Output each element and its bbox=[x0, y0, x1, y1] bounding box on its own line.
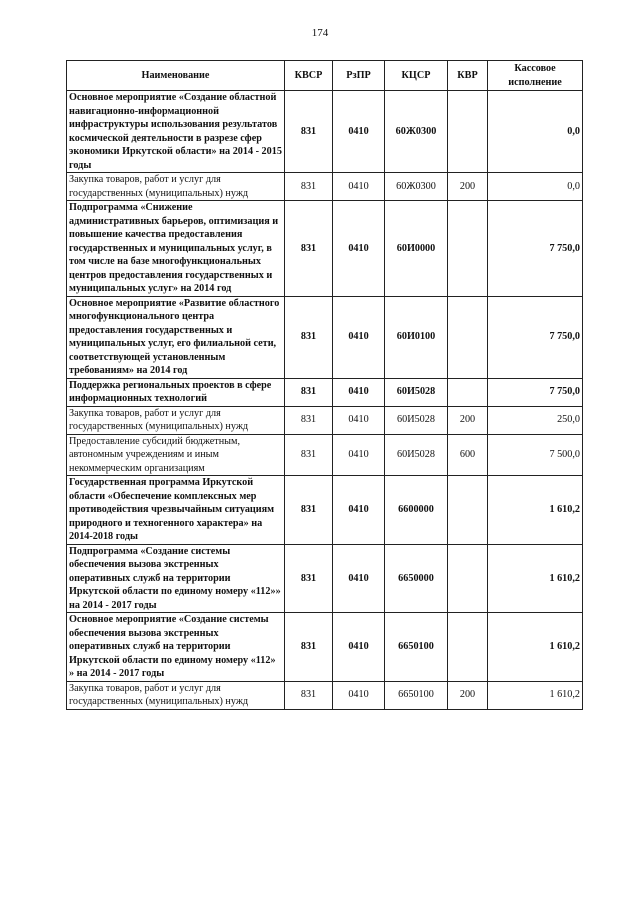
cell-name: Государственная программа Иркутской области «Обеспечение комплексных мер противодействия чрезвычайным ситуациям природного и техногенного характера» на 2014-2018 годы bbox=[67, 476, 285, 545]
cell-name: Основное мероприятие «Создание системы обеспечения вызова экстренных оперативных служб на территории Иркутской области по единому номеру «112» » на 2014 - 2017 годы bbox=[67, 613, 285, 682]
cell-sum: 1 610,2 bbox=[488, 544, 583, 613]
cell-rzpr: 0410 bbox=[333, 91, 385, 173]
cell-rzpr: 0410 bbox=[333, 296, 385, 378]
cell-rzpr: 0410 bbox=[333, 378, 385, 406]
cell-kvr bbox=[448, 201, 488, 297]
cell-rzpr: 0410 bbox=[333, 406, 385, 434]
table-row bbox=[67, 544, 583, 613]
header-kvsr: КВСР bbox=[285, 61, 333, 91]
cell-kvsr: 831 bbox=[285, 201, 333, 297]
cell-kvr bbox=[448, 613, 488, 682]
cell-kvr: 200 bbox=[448, 681, 488, 709]
cell-sum: 7 750,0 bbox=[488, 378, 583, 406]
table-row bbox=[67, 91, 583, 173]
page-number: 174 bbox=[311, 27, 329, 39]
cell-kcsr: 60Ж0300 bbox=[385, 91, 448, 173]
cell-kvsr: 831 bbox=[285, 406, 333, 434]
table-row bbox=[67, 173, 583, 201]
cell-name: Поддержка региональных проектов в сфере информационных технологий bbox=[67, 378, 285, 406]
cell-kcsr: 60И0100 bbox=[385, 296, 448, 378]
cell-rzpr: 0410 bbox=[333, 434, 385, 476]
cell-name: Основное мероприятие «Развитие областного многофункционального центра предоставления государственных и муниципальных услуг, его филиальной сети, соответствующей установленным требованиям» на 2014 год bbox=[67, 296, 285, 378]
cell-kvr bbox=[448, 296, 488, 378]
header-sum: Кассовое исполнение bbox=[488, 61, 583, 91]
cell-name: Закупка товаров, работ и услуг для государственных (муниципальных) нужд bbox=[67, 173, 285, 201]
cell-kvr bbox=[448, 476, 488, 545]
table-row bbox=[67, 613, 583, 682]
header-rzpr: РзПР bbox=[333, 61, 385, 91]
table-row bbox=[67, 201, 583, 297]
cell-name: Закупка товаров, работ и услуг для государственных (муниципальных) нужд bbox=[67, 681, 285, 709]
cell-kvsr: 831 bbox=[285, 434, 333, 476]
cell-kvsr: 831 bbox=[285, 296, 333, 378]
cell-rzpr: 0410 bbox=[333, 201, 385, 297]
cell-kvsr: 831 bbox=[285, 681, 333, 709]
cell-rzpr: 0410 bbox=[333, 544, 385, 613]
cell-kvr bbox=[448, 378, 488, 406]
header-name: Наименование bbox=[67, 61, 285, 91]
cell-rzpr: 0410 bbox=[333, 173, 385, 201]
table-row bbox=[67, 681, 583, 709]
cell-sum: 1 610,2 bbox=[488, 613, 583, 682]
cell-sum: 7 500,0 bbox=[488, 434, 583, 476]
budget-table bbox=[66, 60, 583, 710]
cell-kcsr: 60И5028 bbox=[385, 434, 448, 476]
cell-sum: 1 610,2 bbox=[488, 476, 583, 545]
cell-sum: 250,0 bbox=[488, 406, 583, 434]
table-row bbox=[67, 378, 583, 406]
cell-kvr bbox=[448, 91, 488, 173]
cell-kvsr: 831 bbox=[285, 173, 333, 201]
cell-kcsr: 6650100 bbox=[385, 681, 448, 709]
header-kcsr: КЦСР bbox=[385, 61, 448, 91]
cell-kcsr: 6650100 bbox=[385, 613, 448, 682]
table-row bbox=[67, 434, 583, 476]
cell-kvsr: 831 bbox=[285, 613, 333, 682]
cell-rzpr: 0410 bbox=[333, 681, 385, 709]
table-row bbox=[67, 476, 583, 545]
cell-kvsr: 831 bbox=[285, 378, 333, 406]
cell-kcsr: 6600000 bbox=[385, 476, 448, 545]
cell-sum: 1 610,2 bbox=[488, 681, 583, 709]
cell-kvr: 200 bbox=[448, 173, 488, 201]
cell-kcsr: 6650000 bbox=[385, 544, 448, 613]
cell-name: Закупка товаров, работ и услуг для государственных (муниципальных) нужд bbox=[67, 406, 285, 434]
cell-sum: 7 750,0 bbox=[488, 296, 583, 378]
cell-kvsr: 831 bbox=[285, 91, 333, 173]
cell-name: Предоставление субсидий бюджетным, автономным учреждениям и иным некоммерческим организациям bbox=[67, 434, 285, 476]
table-row bbox=[67, 406, 583, 434]
cell-kcsr: 60И5028 bbox=[385, 406, 448, 434]
cell-sum: 0,0 bbox=[488, 91, 583, 173]
table-row bbox=[67, 296, 583, 378]
cell-name: Подпрограмма «Создание системы обеспечения вызова экстренных оперативных служб на территории Иркутской области по единому номеру «112»» на 2014 - 2017 годы bbox=[67, 544, 285, 613]
cell-sum: 7 750,0 bbox=[488, 201, 583, 297]
cell-kvsr: 831 bbox=[285, 544, 333, 613]
cell-rzpr: 0410 bbox=[333, 613, 385, 682]
cell-kcsr: 60И0000 bbox=[385, 201, 448, 297]
cell-kvr: 600 bbox=[448, 434, 488, 476]
cell-kcsr: 60Ж0300 bbox=[385, 173, 448, 201]
cell-kvr bbox=[448, 544, 488, 613]
cell-kcsr: 60И5028 bbox=[385, 378, 448, 406]
cell-name: Подпрограмма «Снижение административных барьеров, оптимизация и повышение качества предоставления государственных и муниципальных услуг, в том числе на базе многофункциональных центров предоставления государственных и муниципальных услуг» на 2014 год bbox=[67, 201, 285, 297]
cell-name: Основное мероприятие «Создание областной навигационно-информационной инфраструктуры использования результатов космической деятельности в разрезе сфер экономики Иркутской области» на 2014 - 2015 годы bbox=[67, 91, 285, 173]
cell-kvr: 200 bbox=[448, 406, 488, 434]
header-row bbox=[67, 61, 583, 91]
cell-rzpr: 0410 bbox=[333, 476, 385, 545]
cell-sum: 0,0 bbox=[488, 173, 583, 201]
cell-kvsr: 831 bbox=[285, 476, 333, 545]
header-kvr: КВР bbox=[448, 61, 488, 91]
